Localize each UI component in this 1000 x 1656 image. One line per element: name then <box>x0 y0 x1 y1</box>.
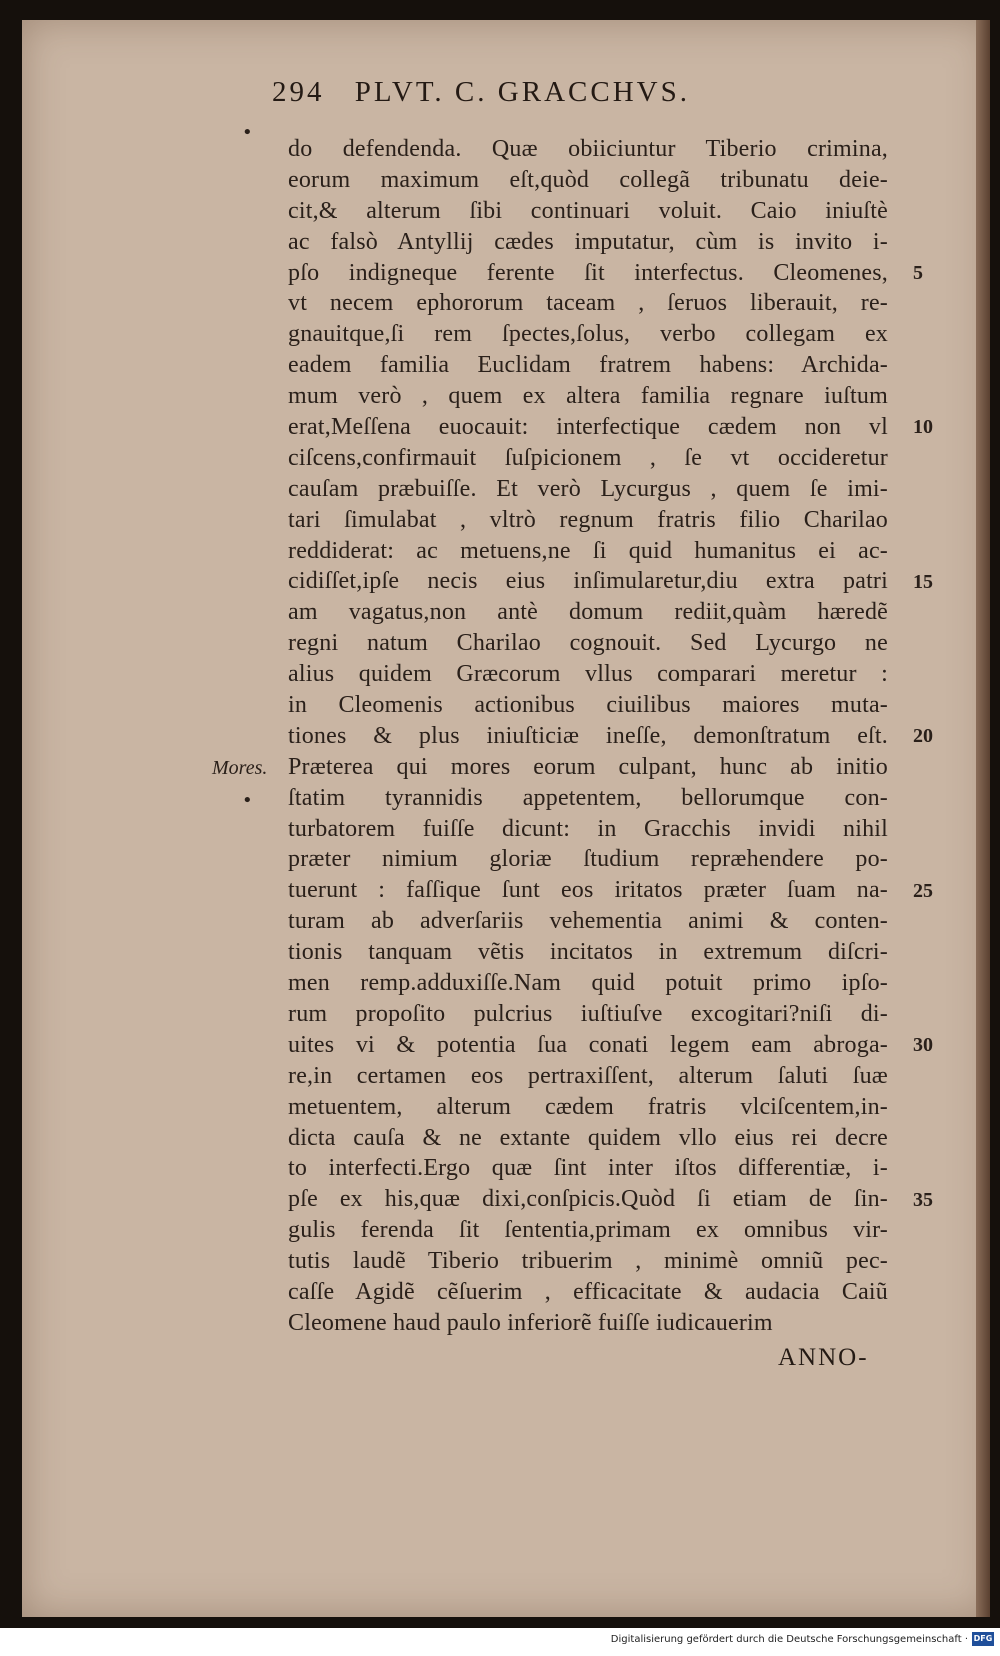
page-edge <box>976 20 990 1617</box>
running-title: PLVT. C. GRACCHVS. <box>354 76 690 108</box>
text-line: am vagatus,non antè domum rediit,quàm hæredẽ <box>288 599 888 626</box>
text-line: men remp.adduxiſſe.Nam quid potuit primo ipſo- <box>288 970 888 997</box>
text-line: vt necem ephororum taceam , ſeruos liberauit, re- <box>288 290 888 317</box>
line-number: 25 <box>913 879 933 902</box>
dfg-logo-icon: DFG <box>972 1632 994 1646</box>
text-line: reddiderat: ac metuens,ne ſi quid humanitus ei ac- <box>288 537 888 564</box>
text-line: erat,Meſſena euocauit: interfectique cædem non vl <box>288 414 888 441</box>
text-line: Cleomene haud paulo inferiorẽ fuiſſe iudicauerim <box>288 1309 773 1336</box>
text-line: caſſe Agidẽ cẽſuerim , efficacitate & audacia Caiũ <box>288 1278 888 1305</box>
text-line: alius quidem Græcorum vllus comparari meretur : <box>288 661 888 688</box>
text-line: rum propoſito pulcrius iuſtiuſve excogitari?niſi di- <box>288 1000 888 1027</box>
text-line: ac falsò Antyllij cædes imputatur, cùm is invito i- <box>288 228 888 255</box>
text-line: to interfecti.Ergo quæ ſint inter iſtos differentiæ, i- <box>288 1155 888 1182</box>
text-line: cidiſſet,ipſe necis eius inſimularetur,diu extra patri <box>288 568 888 595</box>
text-line: gulis ferenda ſit ſententia,primam ex omnibus vir- <box>288 1217 888 1244</box>
line-number: 15 <box>913 570 933 593</box>
page-number: 294 <box>272 76 325 108</box>
text-line: tionis tanquam vẽtis incitatos in extremum diſcri- <box>288 939 888 966</box>
text-line: turbatorem fuiſſe dicunt: in Gracchis invidi nihil <box>288 815 888 842</box>
marginal-bullet: • <box>242 122 253 143</box>
running-head <box>272 76 832 109</box>
funding-notice: Digitalisierung gefördert durch die Deutsche Forschungsgemeinschaft · <box>610 1634 968 1645</box>
text-line: Præterea qui mores eorum culpant, hunc ab initio <box>288 753 888 780</box>
text-line: præter nimium gloriæ ſtudium repræhendere po- <box>288 846 888 873</box>
text-line: tiones & plus iniuſticiæ ineſſe, demonſtratum eſt. <box>288 722 888 749</box>
text-line: cauſam præbuiſſe. Et verò Lycurgus , quem ſe imi- <box>288 475 888 502</box>
line-number: 20 <box>913 725 933 748</box>
text-line: uites vi & potentia ſua conati legem eam abroga- <box>288 1031 888 1058</box>
text-line: tuerunt : faſſique ſunt eos iritatos præter ſuam na- <box>288 877 888 904</box>
text-line: metuentem, alterum cædem fratris vlciſcentem,in- <box>288 1093 888 1120</box>
text-line: eadem familia Euclidam fratrem habens: Archida- <box>288 352 888 379</box>
marginal-bullet: • <box>242 790 253 811</box>
text-line: regni natum Charilao cognouit. Sed Lycurgo ne <box>288 630 888 657</box>
text-line: gnauitque,ſi rem ſpectes,ſolus, verbo collegam ex <box>288 321 888 348</box>
text-line: ciſcens,confirmauit ſuſpicionem , ſe vt occideretur <box>288 444 888 471</box>
line-number: 30 <box>913 1034 933 1057</box>
text-line: cit,& alterum ſibi continuari voluit. Caio iniuſtè <box>288 197 888 224</box>
line-number: 5 <box>913 261 923 284</box>
text-line: pſo indigneque ferente ſit interfectus. Cleomenes, <box>288 259 888 286</box>
text-line: re,in certamen eos pertraxiſſent, alterum ſaluti ſuæ <box>288 1062 888 1089</box>
catchword: ANNO- <box>778 1344 869 1371</box>
text-line: pſe ex his,quæ dixi,conſpicis.Quòd ſi etiam de ſin- <box>288 1186 888 1213</box>
text-line: ſtatim tyrannidis appetentem, bellorumque con- <box>288 784 888 811</box>
text-line: tutis laudẽ Tiberio tribuerim , minimè omniũ pec- <box>288 1248 888 1275</box>
text-line: eorum maximum eſt,quòd collegã tribunatu deie- <box>288 166 888 193</box>
text-line: tari ſimulabat , vltrò regnum fratris filio Charilao <box>288 506 888 533</box>
line-number: 10 <box>913 416 933 439</box>
text-line: in Cleomenis actionibus ciuilibus maiores muta- <box>288 692 888 719</box>
body-text <box>288 134 888 1339</box>
text-line: turam ab adverſariis vehementia animi & conten- <box>288 908 888 935</box>
marginal-note: Mores. <box>212 757 268 779</box>
text-line: dicta cauſa & ne extante quidem vllo eius rei decre <box>288 1124 888 1151</box>
text-line: do defendenda. Quæ obiiciuntur Tiberio crimina, <box>288 136 888 162</box>
footer-bar <box>0 1628 1000 1656</box>
line-number: 35 <box>913 1188 933 1211</box>
text-line: mum verò , quem ex altera familia regnare iuſtum <box>288 383 888 410</box>
